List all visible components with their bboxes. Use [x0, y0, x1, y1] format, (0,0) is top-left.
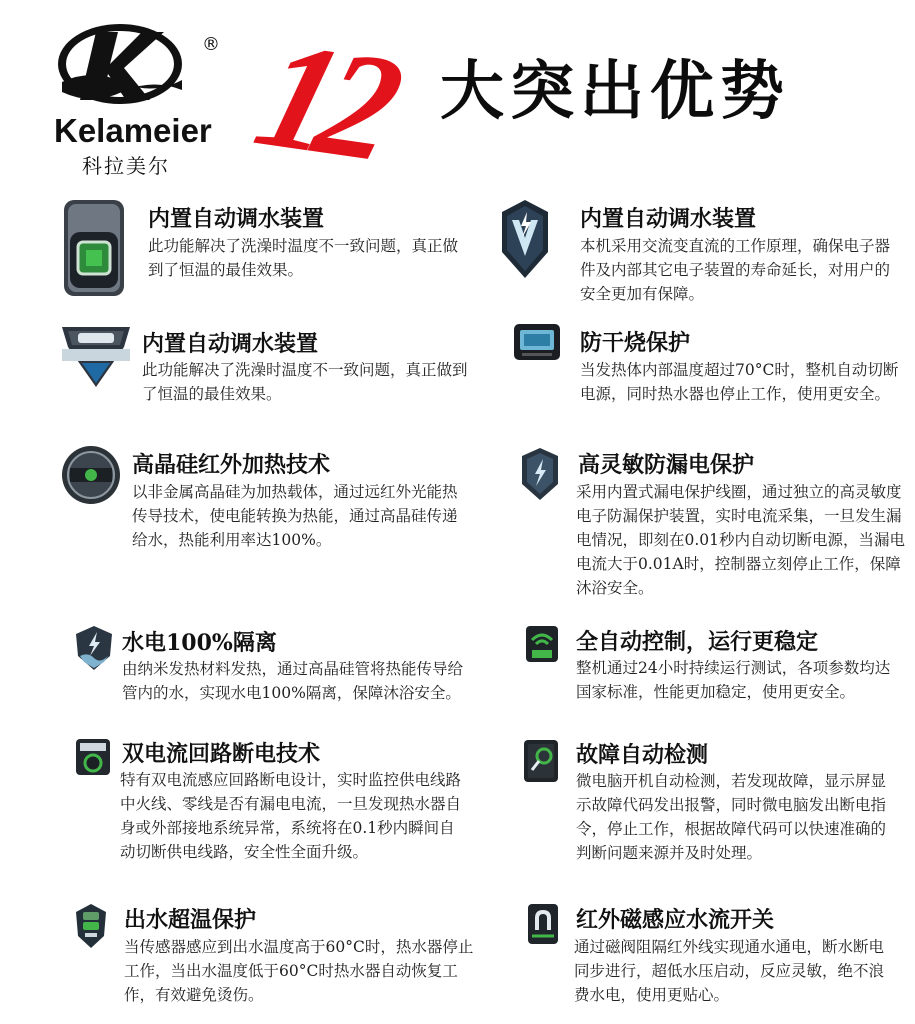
feature-title: 防干烧保护 [580, 330, 691, 356]
advantage-count: 12 [240, 10, 406, 192]
brand-emblem-icon [52, 18, 192, 114]
lightning-shield-icon [500, 198, 550, 280]
gear-badge-icon [60, 444, 122, 506]
feature-title: 双电流回路断电技术 [122, 741, 321, 767]
feature-title: 高灵敏防漏电保护 [578, 452, 755, 478]
registered-mark: ® [202, 34, 220, 55]
feature-desc: 当传感器感应到出水温度高于60°C时，热水器停止工作，当出水温度低于60°C时热水器自动恢复工作，有效避免烫伤。 [124, 938, 474, 1004]
feature-desc: 此功能解决了洗澡时温度不一致问题，真正做到了恒温的最佳效果。 [142, 361, 468, 403]
feature-desc: 通过磁阀阻隔红外线实现通水通电，断水断电同步进行，超低水压启动，反应灵敏，绝不浪费水电，使用更贴心。 [574, 938, 885, 1004]
feature-desc: 以非金属高晶硅为加热载体，通过远红外光能热传导技术，使电能转换为热能，通过高晶硅传递给水，热能利用率达100%。 [132, 483, 458, 549]
thermometer-shield-icon [74, 902, 108, 950]
display-panel-icon [512, 322, 562, 362]
feature-title: 内置自动调水装置 [148, 206, 325, 232]
feature-desc: 采用内置式漏电保护线圈，通过独立的高灵敏度电子防漏保护装置，实时电流采集，一旦发生漏电情况，即刻在0.01秒内自动切断电源，当漏电电流大于0.01A时，控制器立刻停止工作，保障沐浴安全。 [576, 483, 906, 597]
brand-name: Kelameier [54, 112, 212, 149]
leakage-shield-icon [520, 446, 560, 502]
feature-desc: 特有双电流感应回路断电设计，实时监控供电线路中火线、零线是否有漏电电流，一旦发现热水器自身或外部接地系统异常，系统将在0.1秒内瞬间自动切断供电线路，安全性全面升级。 [120, 771, 462, 861]
brand-name-cn: 科拉美尔 [82, 154, 170, 178]
feature-desc: 当发热体内部温度超过70°C时，整机自动切断电源，同时热水器也停止工作，使用更安全。 [580, 361, 899, 403]
brand-logo [52, 18, 222, 178]
cpu-wifi-icon [524, 624, 560, 664]
dual-circuit-icon [74, 737, 112, 777]
feature-desc: 微电脑开机自动检测，若发现故障，显示屏显示故障代码发出报警，同时微电脑发出断电指令，停止工作，根据故障代码可以快速准确的判断问题来源并及时处理。 [576, 772, 887, 862]
feature-desc: 整机通过24小时持续运行测试，各项参数均达国家标准，性能更加稳定，使用更安全。 [576, 659, 891, 701]
feature-title: 水电100%隔离 [122, 630, 277, 656]
feature-title: 全自动控制，运行更稳定 [576, 629, 819, 655]
feature-title: 内置自动调水装置 [580, 206, 757, 232]
magnet-switch-icon [526, 902, 560, 946]
feature-title: 内置自动调水装置 [142, 331, 319, 357]
feature-desc: 此功能解决了洗澡时温度不一致问题，真正做到了恒温的最佳效果。 [148, 237, 459, 279]
water-badge-icon [58, 323, 134, 389]
feature-title: 出水超温保护 [124, 907, 257, 933]
feature-desc: 由纳米发热材料发热，通过高晶硅管将热能传导给管内的水，实现水电100%隔离，保障沐浴安全。 [122, 660, 464, 702]
feature-title: 故障自动检测 [576, 742, 709, 768]
feature-desc: 本机采用交流变直流的工作原理，确保电子器件及内部其它电子装置的寿命延长，对用户的安全更加有保障。 [580, 237, 891, 303]
feature-title: 高晶硅红外加热技术 [132, 452, 331, 478]
page-title: 大突出优势 [440, 55, 790, 129]
header [0, 0, 915, 192]
water-shield-icon [74, 624, 114, 672]
magnifier-panel-icon [522, 738, 560, 784]
feature-title: 红外磁感应水流开关 [576, 907, 775, 933]
chip-icon [62, 198, 126, 298]
